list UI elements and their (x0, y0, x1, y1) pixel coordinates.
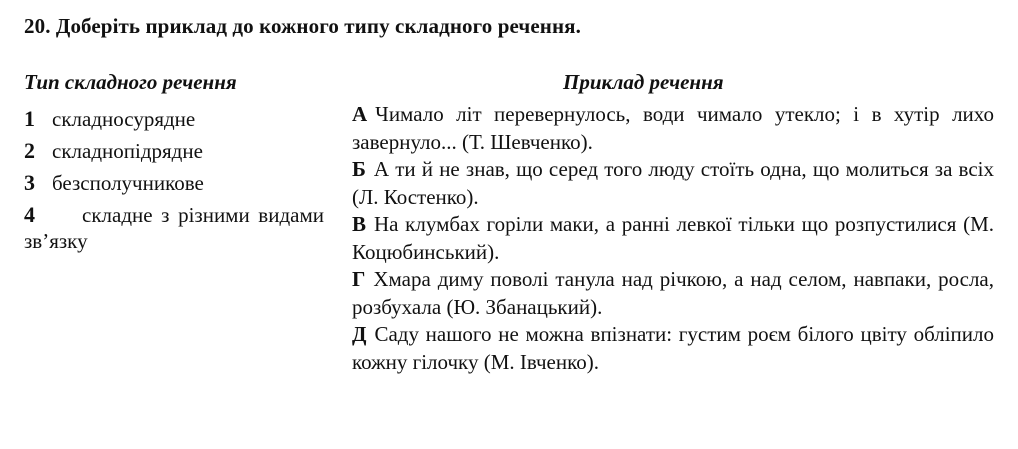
example-text: На клумбах горіли маки, а ранні левкої тільки що розпустилися (М. Коцюбинський). (352, 212, 994, 264)
task-title: 20. Доберіть приклад до кожного типу складного речення. (24, 14, 581, 38)
sentence-type-number: 1 (24, 106, 35, 131)
sentence-type-number: 3 (24, 170, 35, 195)
sentence-type-label: складнопідрядне (52, 139, 203, 163)
examples-column-header: Приклад речення (563, 70, 724, 94)
example-sentence-item (352, 211, 994, 266)
example-letter: Г (352, 267, 366, 291)
sentence-type-number: 2 (24, 138, 35, 163)
sentence-type-list (24, 106, 324, 260)
example-text: Саду нашого не можна впізнати: густим роєм білого цвіту обліпило кожну гілочку (М. Івченко). (352, 322, 994, 374)
example-sentence-item (352, 321, 994, 376)
example-text: Чимало літ перевернулось, води чимало утекло; і в хутір лихо завернуло... (Т. Шевченко). (352, 102, 994, 154)
sentence-type-item (24, 202, 324, 254)
sentence-type-number: 4 (24, 202, 35, 227)
example-sentence-list (352, 101, 994, 376)
example-letter: Б (352, 157, 366, 181)
example-sentence-item (352, 266, 994, 321)
sentence-type-label: складне з різними видами зв’язку (24, 203, 324, 253)
example-sentence-item (352, 156, 994, 211)
example-text: А ти й не знав, що серед того люду стоїть одна, що молиться за всіх (Л. Костенко). (352, 157, 994, 209)
sentence-type-label: складносурядне (52, 107, 196, 131)
example-letter: В (352, 212, 367, 236)
sentence-type-item (24, 106, 324, 132)
sentence-type-label: безсполучникове (52, 171, 204, 195)
example-text: Хмара диму поволі танула над річкою, а над селом, навпаки, росла, розбухала (Ю. Збанацький). (352, 267, 994, 319)
example-letter: Д (352, 322, 367, 346)
example-sentence-item (352, 101, 994, 156)
types-column-header: Тип складного речення (24, 70, 237, 94)
sentence-type-item (24, 170, 324, 196)
sentence-type-item (24, 138, 324, 164)
example-letter: А (352, 102, 368, 126)
